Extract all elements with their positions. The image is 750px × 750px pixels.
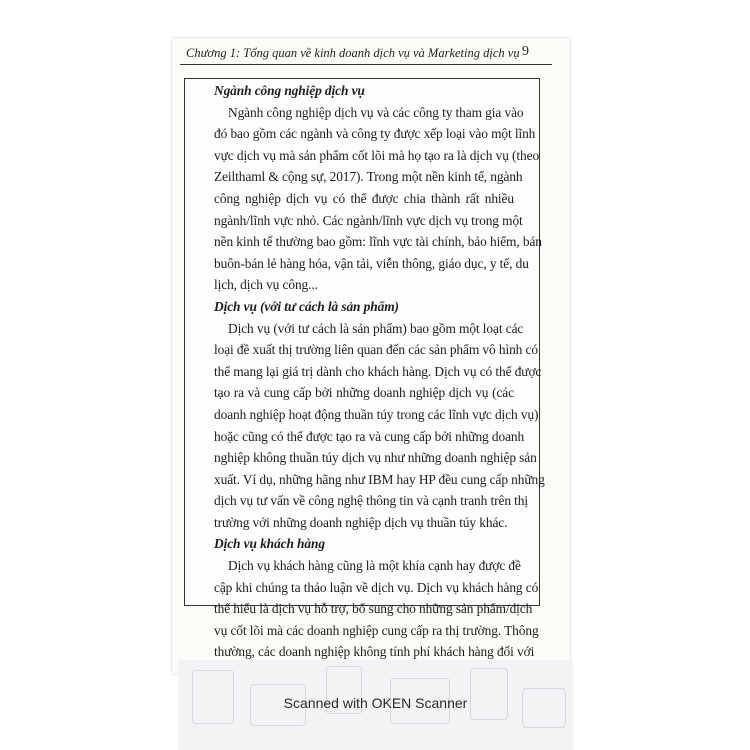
section-heading: Ngành công nghiệp dịch vụ (214, 83, 365, 98)
page-header (186, 44, 532, 64)
paragraph-line: doanh nghiệp hoạt động thuần túy trong các lĩnh vực dịch vụ) (214, 406, 539, 422)
paragraph-line: cập khi chúng ta thảo luận về dịch vụ. Dịch vụ khách hàng có (214, 579, 539, 595)
paragraph-line: lịch, dịch vụ công... (214, 277, 318, 293)
paragraph-line: tạo ra và cung cấp bởi những doanh nghiệp dịch vụ (các (214, 385, 514, 401)
paragraph-line: buôn-bán lẻ hàng hóa, vận tải, viễn thông, giáo dục, y tế, du (214, 255, 529, 271)
chapter-title: Chương 1: Tổng quan về kinh doanh dịch vụ và Marketing dịch vụ (186, 46, 520, 60)
paragraph-line: đó bao gồm các ngành và công ty được xếp loại vào một lĩnh (214, 126, 536, 142)
paragraph-line: vụ cốt lõi mà các doanh nghiệp cung cấp ra thị trường. Thông (214, 622, 539, 638)
paragraph-line: Dịch vụ (với tư cách là sản phẩm) bao gồm một loạt các (228, 320, 524, 336)
paragraph-line: xuất. Ví dụ, những hãng như IBM hay HP đều cung cấp những (214, 471, 545, 487)
paragraph-line: loại đề xuất thị trường liên quan đến các sản phẩm vô hình có (214, 342, 538, 358)
paragraph-line: Zeilthaml & cộng sự, 2017). Trong một nền kinh tế, ngành (214, 169, 523, 185)
paragraph-line: Dịch vụ khách hàng cũng là một khía cạnh hay được đề (228, 558, 521, 574)
paragraph-line: dịch vụ tư vấn về công nghệ thông tin và cạnh tranh trên thị (214, 493, 528, 509)
section-heading: Dịch vụ khách hàng (214, 536, 325, 552)
header-rule (180, 64, 552, 65)
paragraph-line: công nghiệp dịch vụ có thể được chia thành rất nhiều (214, 190, 514, 206)
paragraph-line: vực dịch vụ mà sản phẩm cốt lõi mà họ tạo ra là dịch vụ (theo (214, 147, 540, 163)
paragraph-line: trường với những doanh nghiệp dịch vụ thuần túy khác. (214, 514, 508, 530)
paragraph-line: thể mang lại giá trị dành cho khách hàng. Dịch vụ có thể được (214, 363, 542, 379)
paragraph-line: Ngành công nghiệp dịch vụ và các công ty tham gia vào (228, 104, 524, 120)
scanner-watermark-label: Scanned with OKEN Scanner (283, 695, 468, 711)
page-number: 9 (522, 44, 529, 59)
paragraph-line: thường, các doanh nghiệp không tính phí khách hàng đối với (214, 644, 535, 660)
pattern-document-icon (470, 668, 508, 720)
paragraph-line: ngành/lĩnh vực nhỏ. Các ngành/lĩnh vực dịch vụ trong một (214, 212, 523, 228)
section-heading: Dịch vụ (với tư cách là sản phẩm) (214, 298, 399, 314)
paragraph-line: nghiệp không thuần túy dịch vụ như những doanh nghiệp sản (214, 450, 537, 466)
paragraph-line: hoặc cũng có thể được tạo ra và cung cấp bởi những doanh (214, 428, 525, 444)
paragraph-line: nền kinh tế thường bao gồm: lĩnh vực tài chính, bảo hiểm, bán (214, 234, 542, 250)
paragraph-line: thể hiểu là dịch vụ hỗ trợ, bổ sung cho những sản phẩm/dịch (214, 601, 533, 617)
body-text (214, 80, 545, 685)
